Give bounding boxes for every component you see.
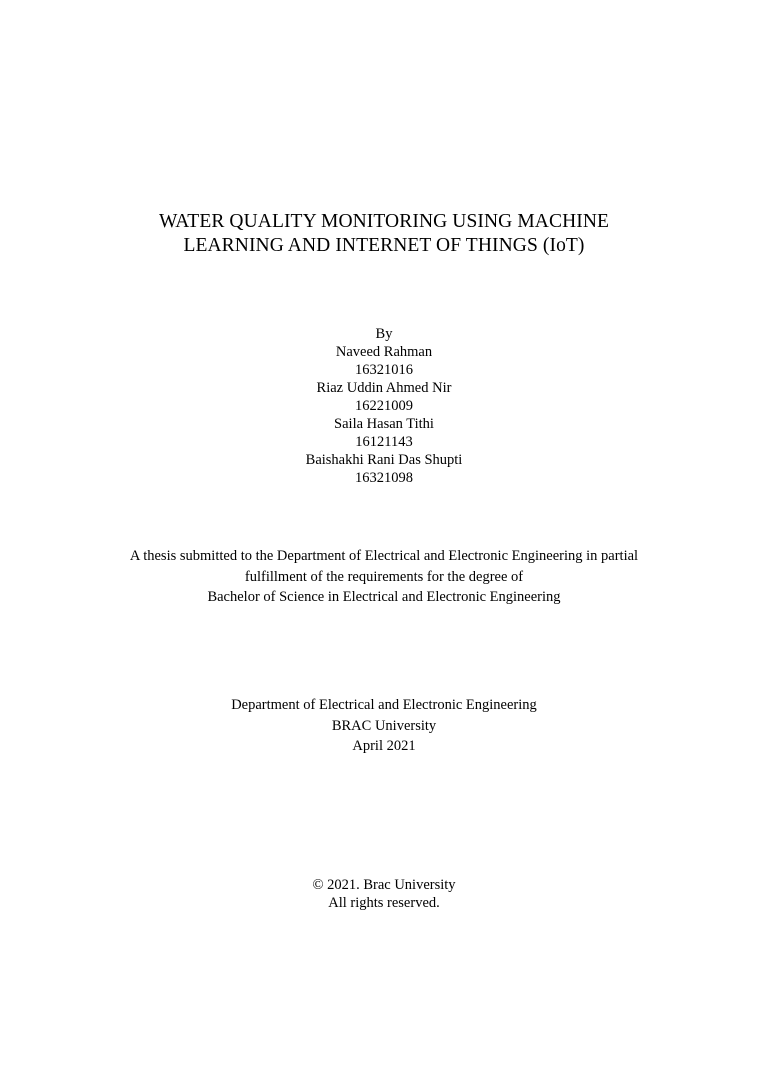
department-name: Department of Electrical and Electronic Engineering — [231, 697, 537, 713]
author-list — [0, 325, 768, 487]
author-name: Riaz Uddin Ahmed Nir — [316, 380, 452, 396]
thesis-title-line-2: LEARNING AND INTERNET OF THINGS (IoT) — [183, 235, 585, 256]
author-id: 16321016 — [355, 362, 413, 378]
submission-date: April 2021 — [352, 738, 416, 754]
submission-statement — [0, 546, 768, 608]
university-name: BRAC University — [331, 717, 437, 734]
author-id: 16121143 — [355, 434, 413, 450]
author-name: Naveed Rahman — [335, 344, 433, 360]
author-name: Saila Hasan Tithi — [334, 416, 434, 432]
rights-reserved: All rights reserved. — [328, 895, 440, 911]
submission-line-2: fulfillment of the requirements for the degree of — [244, 568, 524, 585]
institution-block — [0, 695, 768, 757]
copyright-notice: © 2021. Brac University — [312, 877, 456, 893]
degree-name: Bachelor of Science in Electrical and Electronic Engineering — [207, 589, 561, 605]
submission-line-1: A thesis submitted to the Department of Electrical and Electronic Engineering in partial — [129, 548, 639, 564]
author-id: 16221009 — [355, 398, 413, 414]
author-name: Baishakhi Rani Das Shupti — [305, 452, 463, 468]
copyright-block — [0, 876, 768, 912]
by-label: By — [375, 326, 393, 342]
thesis-title-line-1: WATER QUALITY MONITORING USING MACHINE — [158, 211, 610, 232]
author-id: 16321098 — [355, 470, 413, 486]
thesis-title — [0, 210, 768, 258]
